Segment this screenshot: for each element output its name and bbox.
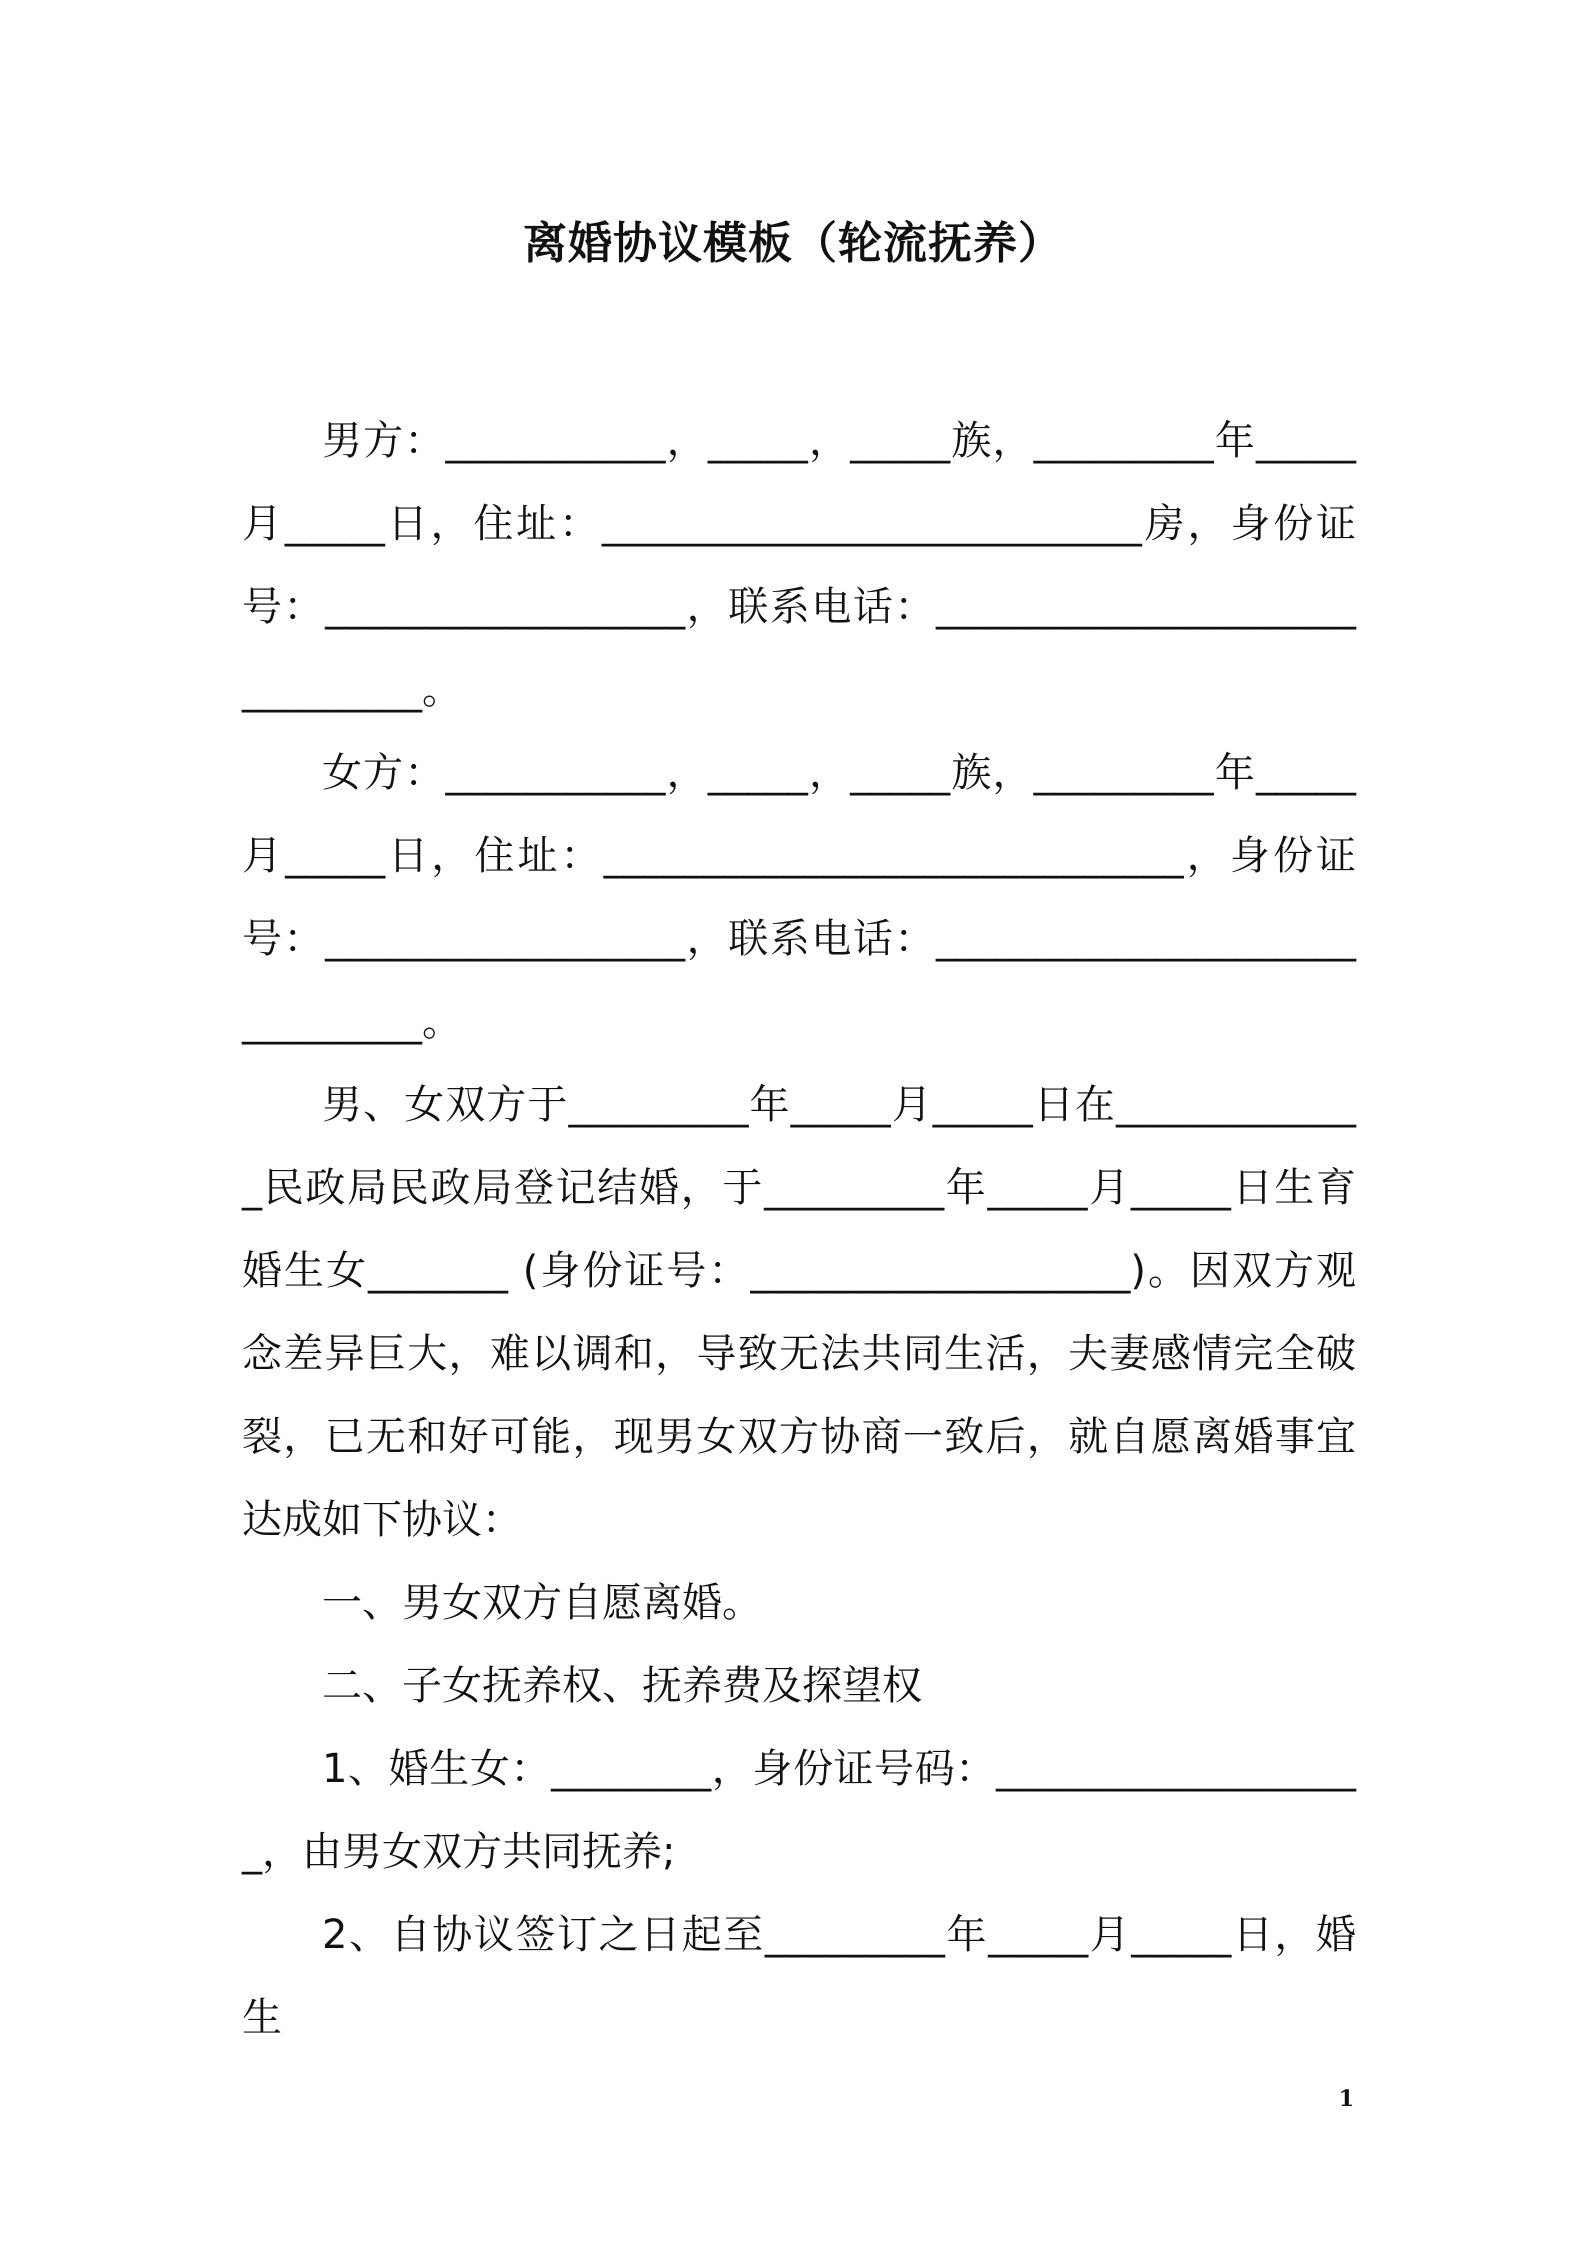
paragraph-clause-2-item-2: 2、自协议签订之日起至_________年_____月_____日，婚生	[242, 1912, 1356, 2041]
paragraph-clause-2-heading: 二、子女抚养权、抚养费及探望权	[322, 1663, 922, 1709]
paragraph-marriage-background: 男、女双方于_________年_____月_____日在_____________民政局民政局登记结婚，于_________年_____月_____日生育婚生女_______ (身份证号：___________________)。因双方观念差异巨大，难以调和，导致无法共同生活，夫妻感情完全破裂，已无和好可能，现男女双方协商一致后，就自愿离婚事宜达成如下协议：	[242, 1082, 1356, 1543]
document-title: 离婚协议模板（轮流抚养）	[523, 218, 1063, 269]
paragraph-male-party: 男方：___________，_____，_____族，_________年_____月_____日，住址：___________________________房，身份证号：__________________，联系电话：______________________________。	[242, 418, 1356, 713]
document-body	[242, 400, 1356, 2060]
paragraph-female-party: 女方：___________，_____，_____族，_________年_____月_____日，住址：_____________________________，身份证号：__________________，联系电话：______________________________。	[242, 750, 1356, 1045]
paragraph-clause-1: 一、男女双方自愿离婚。	[322, 1580, 762, 1626]
paragraph-clause-2-item-1: 1、婚生女：________，身份证号码：___________________，由男女双方共同抚养;	[242, 1746, 1356, 1875]
page-number: 1	[1338, 2086, 1354, 2112]
